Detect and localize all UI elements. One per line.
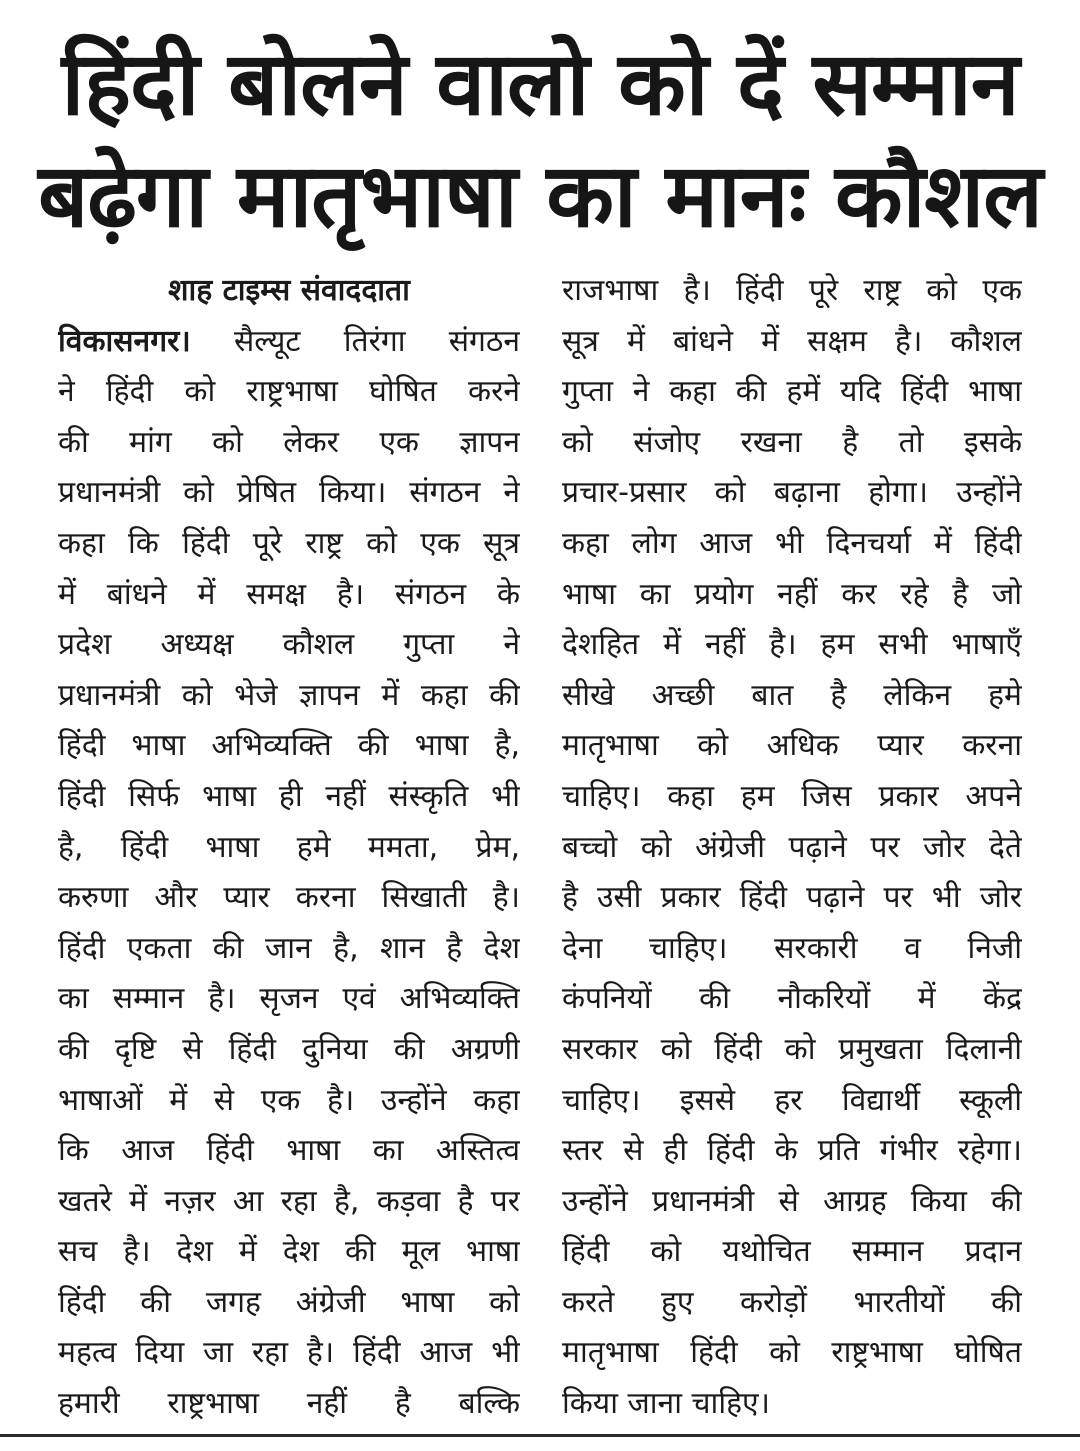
body-line: हिंदी एकता की जान है, शान है देश bbox=[58, 930, 520, 966]
body-line: का सम्मान है। सृजन एवं अभिव्यक्ति bbox=[58, 981, 520, 1017]
body-line: कहा लोग आज भी दिनचर्या में हिंदी bbox=[562, 525, 1022, 561]
body-line: राजभाषा है। हिंदी पूरे राष्ट्र को एक bbox=[562, 273, 1022, 308]
byline: शाह टाइम्स संवाददाता bbox=[168, 273, 410, 308]
body-line: भाषाओं में से एक है। उन्होंने कहा bbox=[58, 1082, 520, 1118]
body-line: मातृभाषा हिंदी को राष्ट्रभाषा घोषित bbox=[562, 1335, 1022, 1371]
bottom-rule bbox=[0, 1434, 1080, 1437]
body-line: प्रचार-प्रसार को बढ़ाना होगा। उन्होंने bbox=[562, 475, 1022, 511]
body-line: मातृभाषा को अधिक प्यार करना bbox=[562, 728, 1022, 764]
body-line: स्तर से ही हिंदी के प्रति गंभीर रहेगा। bbox=[562, 1133, 1022, 1169]
body-line: प्रधानमंत्री को प्रेषित किया। संगठन ने bbox=[58, 475, 520, 511]
body-line: हिंदी की जगह अंग्रेजी भाषा को bbox=[58, 1284, 520, 1320]
body-line: की दृष्टि से हिंदी दुनिया की अग्रणी bbox=[58, 1031, 520, 1067]
body-line: सैल्यूट तिरंगा संगठन bbox=[190, 323, 520, 359]
body-line: हिंदी को यथोचित सम्मान प्रदान bbox=[562, 1234, 1022, 1270]
body-line: को संजोए रखना है तो इसके bbox=[562, 424, 1022, 460]
body-line: सीखे अच्छी बात है लेकिन हमे bbox=[562, 677, 1022, 713]
body-line: कहा कि हिंदी पूरे राष्ट्र को एक सूत्र bbox=[58, 525, 520, 561]
dateline-place: विकासनगर। bbox=[58, 323, 191, 359]
headline-line-2: बढ़ेगा मातृभाषा का मानः कौशल bbox=[38, 144, 1042, 247]
body-line: चाहिए। कहा हम जिस प्रकार अपने bbox=[562, 778, 1022, 814]
body-line: खतरे में नज़र आ रहा है, कड़वा है पर bbox=[58, 1183, 520, 1219]
body-line: करुणा और प्यार करना सिखाती है। bbox=[58, 880, 520, 916]
body-line: उन्होंने प्रधानमंत्री से आग्रह किया की bbox=[562, 1183, 1022, 1219]
dateline-line bbox=[58, 317, 520, 368]
body-line: सूत्र में बांधने में सक्षम है। कौशल bbox=[562, 323, 1022, 359]
body-line: प्रदेश अध्यक्ष कौशल गुप्ता ने bbox=[58, 627, 520, 663]
body-line: भाषा का प्रयोग नहीं कर रहे है जो bbox=[562, 576, 1022, 612]
body-line: की मांग को लेकर एक ज्ञापन bbox=[58, 424, 520, 460]
body-line: कि आज हिंदी भाषा का अस्तित्व bbox=[58, 1133, 520, 1169]
body-line: किया जाना चाहिए। bbox=[562, 1386, 770, 1422]
headline-line-1: हिंदी बोलने वालो को दें सम्मान bbox=[61, 32, 1019, 135]
article-column-right bbox=[562, 266, 1022, 1430]
body-line: देना चाहिए। सरकारी व निजी bbox=[562, 930, 1022, 966]
body-line: गुप्ता ने कहा की हमें यदि हिंदी भाषा bbox=[562, 374, 1022, 410]
article-column-left bbox=[58, 266, 520, 1430]
body-line: है उसी प्रकार हिंदी पढ़ाने पर भी जोर bbox=[562, 880, 1022, 916]
body-line: हिंदी भाषा अभिव्यक्ति की भाषा है, bbox=[58, 728, 520, 764]
body-line: सरकार को हिंदी को प्रमुखता दिलानी bbox=[562, 1031, 1022, 1067]
body-line: देशहित में नहीं है। हम सभी भाषाएँ bbox=[562, 627, 1022, 663]
body-line: चाहिए। इससे हर विद्यार्थी स्कूली bbox=[562, 1082, 1022, 1118]
body-line: करते हुए करोड़ों भारतीयों की bbox=[562, 1284, 1022, 1320]
body-line: हमारी राष्ट्रभाषा नहीं है बल्कि bbox=[58, 1386, 520, 1422]
body-line: प्रधानमंत्री को भेजे ज्ञापन में कहा की bbox=[58, 677, 520, 713]
body-line: है, हिंदी भाषा हमे ममता, प्रेम, bbox=[58, 829, 520, 865]
body-line: कंपनियों की नौकरियों में केंद्र bbox=[562, 981, 1022, 1017]
body-line: ने हिंदी को राष्ट्रभाषा घोषित करने bbox=[58, 374, 520, 410]
body-line: सच है। देश में देश की मूल भाषा bbox=[58, 1234, 520, 1270]
body-line: में बांधने में समक्ष है। संगठन के bbox=[58, 576, 520, 612]
body-line: हिंदी सिर्फ भाषा ही नहीं संस्कृति भी bbox=[58, 778, 520, 814]
body-line: महत्व दिया जा रहा है। हिंदी आज भी bbox=[58, 1335, 520, 1371]
body-line: बच्चो को अंग्रेजी पढ़ाने पर जोर देते bbox=[562, 829, 1022, 865]
